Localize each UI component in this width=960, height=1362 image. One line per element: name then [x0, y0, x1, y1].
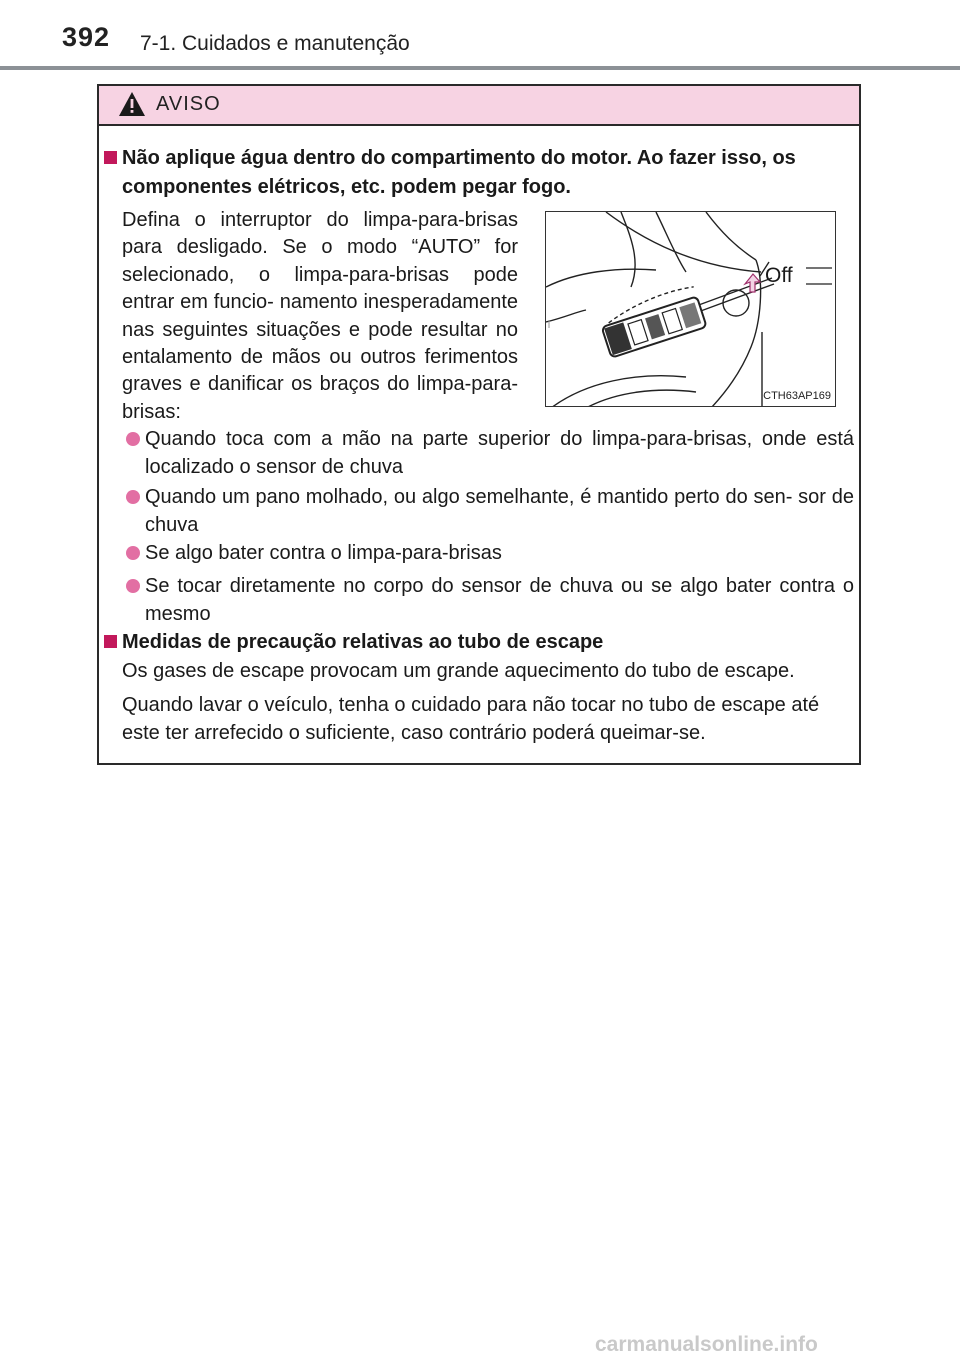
round-bullet-icon: [126, 579, 140, 593]
header-divider: [0, 66, 960, 70]
item-paragraph: Os gases de escape provocam um grande aquecimento do tubo de escape.: [122, 660, 795, 682]
square-bullet-icon: [104, 635, 117, 648]
item-heading-line-2: componentes elétricos, etc. podem pegar fogo.: [122, 176, 571, 198]
square-bullet-icon: [104, 151, 117, 164]
item-paragraph: Defina o interruptor do limpa-para-brisas para desligado. Se o modo “AUTO” for selecionado, o limpa-para-brisas pode entrar em funcio- namento inesperadamente nas seguintes situações e pode resultar no entalamento de mãos ou outros ferimentos graves e danificar os braços do limpa-para-brisas:: [122, 209, 518, 423]
item-heading: Medidas de precaução relativas ao tubo de escape: [122, 631, 604, 653]
wiper-switch-illustration: [546, 212, 836, 407]
item-paragraph: Quando lavar o veículo, tenha o cuidado para não tocar no tubo de escape até este ter arrefecido o suficiente, caso contrário poderá queimar-se.: [122, 694, 820, 744]
round-bullet-icon: [126, 490, 140, 504]
page-number: 392: [62, 22, 111, 52]
list-item: Se tocar diretamente no corpo do sensor de chuva ou se algo bater contra o mesmo: [145, 575, 854, 625]
figure-off-label: Off: [765, 264, 793, 287]
round-bullet-icon: [126, 432, 140, 446]
list-item: Se algo bater contra o limpa-para-brisas: [145, 542, 502, 564]
page-header: [0, 0, 960, 70]
warning-header: [99, 86, 859, 126]
item-heading-line-1: Não aplique água dentro do compartimento do motor. Ao fazer isso, os: [122, 147, 796, 169]
warning-label: AVISO: [156, 93, 221, 115]
list-item: Quando toca com a mão na parte superior do limpa-para-brisas, onde está localizado o sensor de chuva: [145, 428, 854, 478]
round-bullet-icon: [126, 546, 140, 560]
figure-code: CTH63AP169: [763, 390, 831, 402]
wiper-switch-figure: [545, 211, 836, 407]
watermark: carmanualsonline.info: [595, 1333, 818, 1356]
section-title: 7-1. Cuidados e manutenção: [140, 32, 410, 55]
warning-triangle-icon: [118, 91, 146, 117]
list-item: Quando um pano molhado, ou algo semelhante, é mantido perto do sen- sor de chuva: [145, 486, 854, 536]
